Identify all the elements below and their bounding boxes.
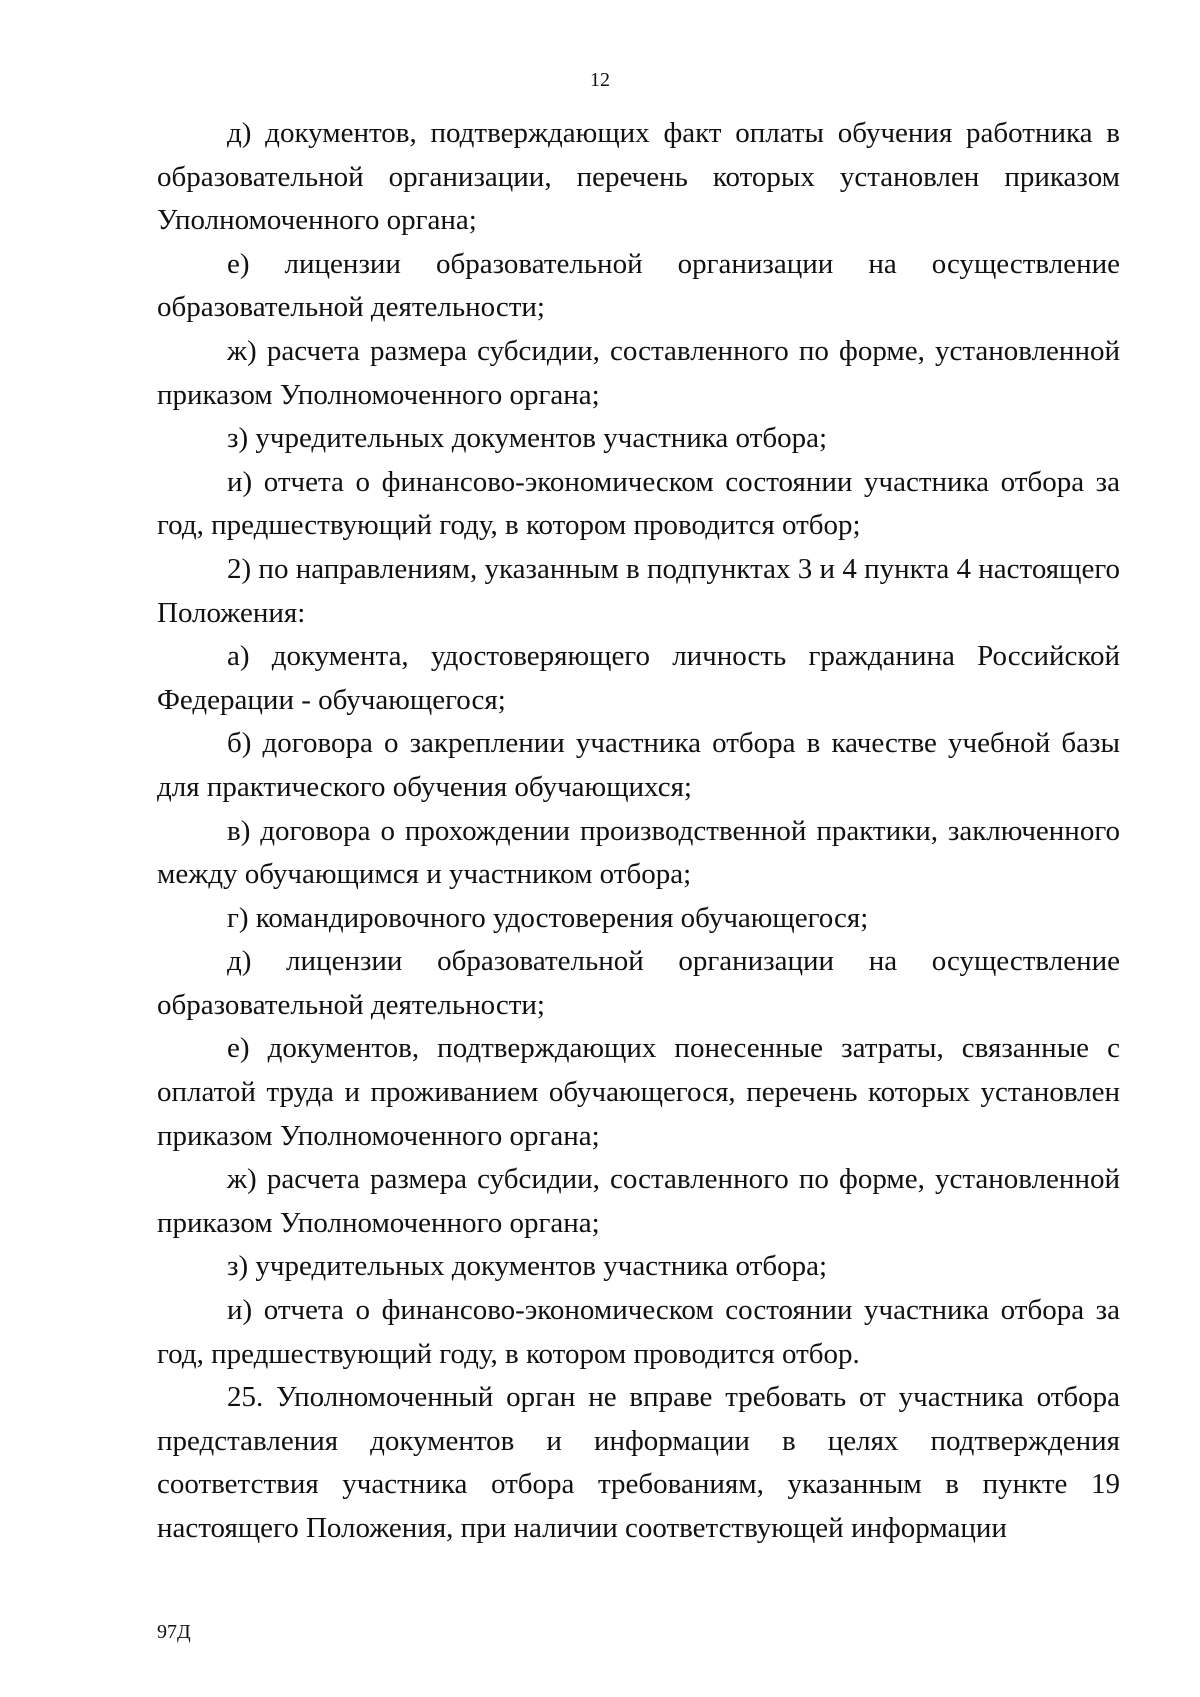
- paragraph-g-travel-certificate: г) командировочного удостоверения обучающегося;: [227, 901, 869, 934]
- paragraph-z-founding-documents: з) учредительных документов участника отбора;: [227, 422, 828, 455]
- paragraph-z-founding-documents-2: з) учредительных документов участника отбора;: [227, 1250, 828, 1283]
- footer-document-code: 97Д: [157, 1621, 191, 1643]
- paragraph-25-authority-restriction: 25. Уполномоченный орган не вправе требовать от участника отбора представления документов и информации в целях подтверждения соответствия участника отбора требованиям, указанным в пункте 19 настоящего Положения, при наличии соответствующей информации: [157, 1381, 1120, 1544]
- page-number: 12: [590, 69, 610, 91]
- paragraph-i-financial-report-2: и) отчета о финансово-экономическом состоянии участника отбора за год, предшествующий году, в котором проводится отбор.: [157, 1294, 1120, 1370]
- paragraph-i-financial-report: и) отчета о финансово-экономическом состоянии участника отбора за год, предшествующий году, в котором проводится отбор;: [157, 465, 1120, 542]
- paragraph-b-training-base-contract: б) договора о закреплении участника отбора в качестве учебной базы для практического обучения обучающихся;: [157, 727, 1120, 803]
- paragraph-e-expense-documents: е) документов, подтверждающих понесенные затраты, связанные с оплатой труда и проживанием обучающегося, перечень которых установлен приказом Уполномоченного органа;: [157, 1032, 1120, 1152]
- paragraph-a-identity-document: а) документа, удостоверяющего личность гражданина Российской Федерации - обучающегося;: [157, 640, 1120, 716]
- paragraph-2-directions: 2) по направлениям, указанным в подпунктах 3 и 4 пункта 4 настоящего Положения:: [157, 552, 1120, 629]
- paragraph-e-license: е) лицензии образовательной организации на осуществление образовательной деятельности;: [157, 247, 1120, 324]
- paragraph-zh-subsidy-calculation-2: ж) расчета размера субсидии, составленного по форме, установленной приказом Уполномоченного органа;: [157, 1163, 1120, 1239]
- paragraph-d-payment-documents: д) документов, подтверждающих факт оплаты обучения работника в образовательной организации, перечень которых установлен приказом Уполномоченного органа;: [157, 117, 1120, 237]
- paragraph-d-license: д) лицензии образовательной организации на осуществление образовательной деятельности;: [157, 945, 1120, 1021]
- document-body: [157, 112, 1120, 1551]
- paragraph-zh-subsidy-calculation: ж) расчета размера субсидии, составленного по форме, установленной приказом Уполномоченного органа;: [157, 334, 1120, 411]
- paragraph-v-practice-contract: в) договора о прохождении производственной практики, заключенного между обучающимся и участником отбора;: [157, 814, 1120, 891]
